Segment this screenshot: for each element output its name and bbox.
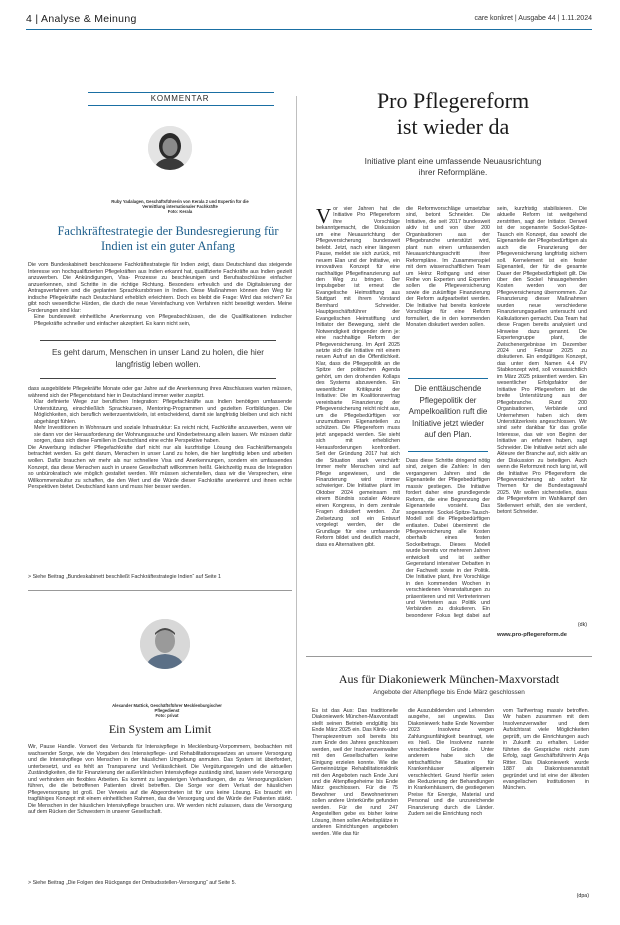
main-subtitle — [318, 156, 588, 178]
main-column-3 — [497, 206, 587, 616]
article-divider — [306, 656, 592, 657]
diakonie-paragraph: Es ist das Aus: Das traditionelle Diakoniewerk München-Maxvorstadt stellt seinen Betrieb endgültig bis Ende März 2025 ein. Das Klinik- und Therapiezentrum soll bereits bis zum Ende des Jahres geschlossen werden, weil der Insolvenzverwalter mit den Gesellschaften keine Einigung erzielen konnte. Wie die Gemeinnützige Rehabilitationsklinik mit den Angeboten nach Ende Juni und die Altenpflegeheime bis Ende März geschlossen. Für die 75 Bewohner und Bewohnerinnen sollen andere Unterkünfte gefunden werden. Für die rund 247 Angestellten gebe es bisher keine Lösung, ihnen sollen Arbeitsplätze in anderen Einrichtungen angeboten werden. Wie das für — [312, 708, 398, 837]
photo-credit: Foto: privat — [155, 713, 179, 719]
quote-rule-top — [40, 340, 276, 341]
kommentar-rule-top — [88, 92, 274, 93]
system-body — [28, 744, 292, 816]
diakonie-column-3 — [503, 708, 589, 898]
quote-rule-bottom — [40, 378, 276, 379]
kommentar-body-continued — [28, 386, 292, 491]
kommentar-paragraph: dass ausgebildete Pflegekräfte Monate oder gar Jahre auf die Anerkennung ihres Abschlusses warten müssen, während sich der Pflegenotstand hier in Deutschland immer weiter zuspitzt. — [28, 386, 292, 399]
main-column-1 — [316, 206, 400, 616]
website-link[interactable]: www.pro-pflegereform.de — [497, 632, 567, 638]
main-paragraph: die Reformvorschläge umsetzbar sind, betont Schneider. Die Initiative, die seit 2017 bundesweit aktiv ist und von über 200 Organisationen aus der Pflegebranche unterstützt wird, plant nun einen umfassenden Neuausrichtungsschritt ihrer Reformpläne. Im Zusammenspiel mit dem wissenschaftlichen Team um Heinz Rothgang und einer Reihe von Experten und Experten sollen die Pflegeversicherung sowie die zukünftige Finanzierung der Reform aufgearbeitet werden. Die Initiative hat bereits konkrete Vorschläge für eine Reform formuliert, die in den kommenden Monaten diskutiert werden sollen. — [406, 206, 490, 329]
diakonie-paragraph: die Auszubildenden und Lehrenden ausgehe, sei ungewiss. Das Diakoniewerk hatte Ende November 2023 Insolvenz wegen Zahlungsunfähigkeit beantragt, wie es hieß. Die Insolvenz nannte verschiedene Gründe. Unter anderem habe sich die wirtschaftliche Situation für Krankenhäuser allgemein verschlechtert. Grund hierfür seien die Reduzierung der Behandlungen in Krankenhäusern, die gestiegenen Preise für Energie, Material und Personal und die unzureichende Finanzierung durch die Länder. Zudem sei die Einrichtung noch — [408, 708, 494, 818]
diakonie-subhead: Angebote der Altenpflege bis Ende März geschlossen — [373, 689, 525, 696]
drop-cap: V — [316, 206, 332, 228]
kommentar-label: KOMMENTAR — [150, 94, 210, 103]
pullquote-rule-top — [408, 378, 488, 379]
issue-info: care konkret | Ausgabe 44 | 1.11.2024 — [474, 15, 592, 22]
author-caption: Alexander Mattick, Geschäftsführer Mecklenburgischer Pflegedienst — [112, 703, 222, 714]
kommentar-bullet: Klar definierte Wege zur beruflichen Integration: Pflegefachkräfte aus Indien benötigen umfassende Unterstützung, einschließlich Sprachkursen, Mentoring-Programmen und gezielten Fortbildungen. Die Möglichkeiten, sich beruflich weiterzuentwickeln, ist entscheidend, damit sie langfristig bleiben und sich nicht abgehängt fühlen. — [34, 399, 292, 425]
kommentar-rule-bottom — [88, 105, 274, 106]
author-tag: (dk) — [577, 622, 587, 628]
main-column-2 — [406, 206, 490, 374]
kommentar-paragraph: Die vom Bundeskabinett beschlossene Fachkräftestrategie für Indien zeigt, dass Deutschland das steigende Interesse von hochqualifizierten Pflegekräften aus Indien erkannt hat, qualifizierte Fachkräfte aus Indien gezielt anzuwerben. Die Ankündigungen, Visa- Prozesse zu beschleunigen und Berufsabschlüsse einfacher anzuerkennen, sind Schritte in die richtige Richtung. Besonders erfreulich und die Digitalisierung der Antragsverfahren und die geplanten Sprachkursbörsen in Indien. Diese Maßnahmen können den Weg für indische Pflegekräfte nach Deutschland erheblich erleichtern. Doch es bleibt die Frage: Wird das reichen? Es gibt noch wesentliche Hürden, die durch die neue Vereinfachung von Verfahren nicht beseitigt werden. Meine Forderungen sind klar: — [28, 262, 292, 314]
main-column-2b — [406, 458, 490, 618]
main-subtitle-line: Initiative plant eine umfassende Neuausrichtung — [364, 156, 542, 166]
main-headline — [318, 88, 588, 140]
main-subtitle-line: ihrer Reformpläne. — [418, 167, 488, 177]
pullquote-rule-bottom — [408, 451, 488, 452]
kommentar-headline: Fachkräftestrategie der Bundesregierung für Indien ist ein guter Anfang — [57, 224, 279, 253]
top-rule — [26, 29, 592, 30]
column-divider — [296, 96, 297, 796]
author-photo — [148, 126, 192, 170]
kommentar-reference: > Siehe Beitrag „Bundeskabinett beschließt Fachkräftestrategie Indien“ auf Seite 1 — [28, 574, 222, 580]
main-headline-line: Pro Pflegereform — [376, 88, 530, 113]
author-tag: (dpa) — [576, 893, 589, 899]
diakonie-paragraph: vom Tarifvertrag massiv betroffen. Wir haben zusammen mit dem Insolvenzverwalter und dem Aufsichtsrat viele Möglichkeiten geprüft, um die Einrichtungen auch in Zukunft zu erhalten. Leider führten die Gespräche nicht zum Erfolg, sagt Geschäftsführerin Anja Ritter. Das Diakoniewerk wurde 1887 als Diakonissenanstalt gegründet und ist eine der ältesten evangelischen Institutionen in München. — [503, 708, 589, 792]
system-headline: Ein System am Limit — [108, 722, 212, 736]
pull-quote: Es geht darum, Menschen in unser Land zu holen, die hier langfristig leben wollen. — [51, 348, 265, 369]
kommentar-bullet: Eine bundesweit einheitliche Anerkennung von Pflegeabschlüssen, die die Qualifikationen indischer Pflegekräfte schneller und einfacher akzeptiert. Es kann nicht sein, — [34, 314, 292, 327]
author-photo — [140, 619, 190, 669]
main-pullquote: Die enttäuschende Pflegepolitik der Ampelkoalition ruft die Initiative jetzt wieder auf den Plan. — [408, 384, 488, 439]
system-reference: > Siehe Beitrag „Die Folgen des Rückgangs der Ombudsstellen-Versorgung“ auf Seite 5. — [28, 880, 237, 886]
main-paragraph: or vier Jahren hat die Initiative Pro Pflegereform ihre Vorschläge bekanntgemacht, die Diskussion um eine Neuausrichtung der Pflegeversicherung bundesweit belebt. Jetzt, nach einer längeren Pause, meldet sie sich zurück, mit neuem Elan und der Initiative, ein innovatives Konzept für eine nachhaltige Pflegefinanzierung auf den Weg zu bringen. Der Impulsgeber ist erneut die Evangelische Heimstiftung aus Stuttgart mit ihrem Vorstand Bernhard Schneider. Hauptgeschäftsführer der Evangelischen Heimstiftung und Initiator der Bewegung, sieht die Notwendigkeit dringender denn je: eine nachhaltige Reform der Pflegeversicherung. Im April 2025 setzte sich die Initiative mit einem neuen Aufruf an die Öffentlichkeit. Klar, dass die Pflegepolitik an die Spitze der politischen Agenda gehört, um den drohenden Kollaps des Systems abzuwenden. Ein wesentlicher Kritikpunkt der Initiative: Die im Koalitionsvertrag vereinbarte Finanzierung der Pflegeversicherung reicht nicht aus, um die Pflegebedürftigen vor unzumutbaren Eigenanteilen zu schützen. Die Pflegereform muss jetzt angepackt werden. Sie sieht sich mit erheblichen Herausforderungen konfrontiert. Seit der Gründung 2017 hat sich die Situation stark verschärft: Immer mehr Menschen sind auf Pflege angewiesen, und die Finanzierung wird immer schwieriger. Die Initiative plant im Oktober 2024 gemeinsam mit einem Bündnis sozialer Akteure einen Kongress, in dem zentrale Fragen diskutiert werden. Zur Zielsetzung soll ein Entwurf vorgelegt werden, der die Grundlage für eine umfassende Reform bildet und deutlich macht, dass es Alternativen gibt. — [316, 206, 400, 548]
kommentar-body — [28, 262, 292, 327]
main-paragraph: sein, kurzfristig stabilisieren. Die aktuelle Reform ist weitgehend zerstritten, sagt der Initiator. Derweil ist der sogenannte Sockel-Spitze-Tausch ein Konzept, das sowohl die Eigenanteile der Pflegebedürftigen als auch die Finanzierung der Pflegeversicherung langfristig sichern soll. Kernelement ist ein fester Eigenanteil, der für die gesamte Dauer der Pflegebedürftigkeit gilt. Die über den Sockel hinausgehenden Kosten werden von der Pflegeversicherung übernommen. Zur Finanzierung dieser Maßnahmen wurden neue verschiedene Finanzierungsquellen untersucht und Kalkulationen gemacht. Das Team hat diese Fragen bereits analysiert und Hinweise dazu genannt. Die Expertengruppe plant, die Zwischenergebnisse im Dezember 2024 und Februar 2025 zu diskutieren. Ein endgültiges Konzept, das unter dem Namen 4.4 PV Stabkonzept wird, soll voraussichtlich im März 2025 präsentiert werden. Ein wesentlicher Erfolgsfaktor der Initiative Pro Pflegereform ist die breite Unterstützung aus der Pflegebranche. Rund 200 Organisationen, Verbände und Unternehmen haben sich dem Unterstützerkreis angeschlossen. Wir sind sehr dankbar für das große Interesse, das wir von Beginn der Initiative an erfahren haben, sagt Schneider. Die Initiative setzt sich alle Akteure der Branche auf, sich aktiv an der Diskussion zu beteiligen. Auch wenn die Reformzeit noch lang ist, will die Initiative Pro Pflegereform die Pflegeversicherung ab sofort für Themen für die Bundestagswahl 2025. Wir wollen sicherstellen, dass die Pflegereform im Wahlkampf den Stellenwert erhält, den sie verdient, betont Schneider. — [497, 206, 587, 516]
kommentar-paragraph: Die Anwerbung indischer Pflegefachkräfte darf nicht nur als kurzfristige Lösung des Fachkräftemangels betrachtet werden. Es geht darum, Menschen in unser Land zu holen, die hier langfristig leben und arbeiten wollen. Dafür brauchen wir mehr als nur schnellere Visa und Anerkennungen, sondern ein umfassendes Konzept, das diese Menschen auch in unsere Gesellschaft willkommen heißt. Gleichzeitig muss die Integration so unbürokratisch wie möglich gestaltet werden. Wir müssen sicherstellen, dass wir die Versprechen, eine Willkommenskultur zu schaffen, die den Wert und die Würde dieser Fachkräfte anerkennt und ihnen echte Perspektiven bietet. Deutschland kann und muss hier besser werden. — [28, 444, 292, 491]
system-paragraph: Wir, Pause Handle. Vorwort des Verbands für Intensivpflege in Mecklenburg-Vorpommern, beobachten mit wachsender Sorge, wie die Vorgaben des Intensivpflege- und Rehabilitationsgesetzes an unsere Versorgung und die Intensivpflege von Menschen in der häuslichen Umgebung anmuten. Das System ist überfordert, unterbesetzt, und es fehlt an Transparenz und Verlässlichkeit. Die Vergütungsregeln und die aktuellen Zuständigkeiten, die für Finanzierung der außerklinischen Intensivpflege zuständig sind, lassen viele Versorgung und verhindern ein flexibles Arbeiten. Es kommt zu langwierigen Verhandlungen, die zu Versorgungslücken führen, die die betroffenen Patienten direkt betreffen. Die Sorge vor dem Verlust der häuslichen Pflegeversorgung ist groß. Der Verweis auf die Abgeordneten ist für uns keine Lösung. Es braucht ein tragfähiges Konzept mit einem einheitlichen Rahmen, das die Versorgung und die Würde der Patienten stärkt. Die Menschen in der häuslichen Intensivpflege brauchen uns. Wir werden nicht zulassen, dass die Versorgung auf dem Rücken der Schwestern in unserer Gesellschaft. — [28, 744, 292, 816]
main-headline-line: ist wieder da — [396, 114, 510, 139]
main-paragraph: Dass diese Schritte dringend nötig sind, zeigen die Zahlen: In den vergangenen Jahren sind die Eigenanteile der Pflegebedürftigen massiv gestiegen. Die Initiative fordert daher eine grundlegende Reform, die eine Begrenzung der Eigenanteile vorsieht. Das sogenannte Sockel-Spitze-Tausch-Modell soll die Pflegebedürftigen entlasten. Dabei übernimmt die Pflegeversicherung alle Kosten oberhalb eines festen Sockelbetrags. Dieses Modell wurde bereits vor mehreren Jahren entwickelt und ist seither Gegenstand intensiver Debatten in der Fachwelt sowie in der Politik. Die Initiative plant, ihre Vorschläge in den kommenden Wochen in verschiedenen Veranstaltungen zu präsentieren und mit Vertreterinnen und Vertretern aus Politik und Verbänden zu diskutieren. Ein besonderer Fokus liegt dabei auf — [406, 458, 490, 618]
photo-credit: Foto: Kerala — [167, 209, 193, 215]
diakonie-column-1 — [312, 708, 398, 904]
author-caption: Ruby Yadalagen, Geschäftsführerin von Kerala 2 und Expertin für die Vermittlung internationaler Fachkräfte — [111, 199, 249, 210]
section-label: 4 | Analyse & Meinung — [26, 13, 137, 25]
kommentar-bullet: Mehr Investitionen in Wohnraum und soziale Infrastruktur: Es reicht nicht, Fachkräfte anzuwerben, wenn wir sie dann vor der Herausforderung der Wohnungssuche und Kinderbetreuung allein lassen. Wir müssen dafür sorgen, dass sich diese Familien in Deutschland eine echte Perspektive haben. — [34, 425, 292, 445]
section-rule — [28, 590, 292, 591]
diakonie-headline: Aus für Diakoniewerk München-Maxvorstadt — [338, 672, 560, 686]
diakonie-column-2 — [408, 708, 494, 904]
